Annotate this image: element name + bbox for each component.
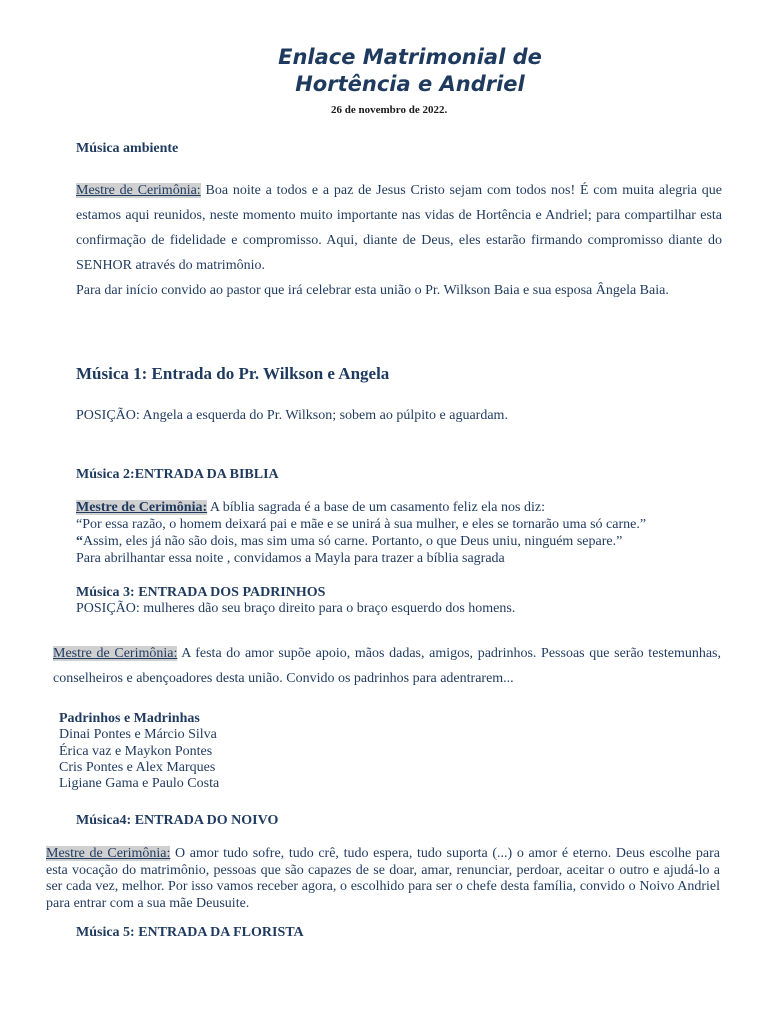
- noivo-text: O amor tudo sofre, tudo crê, tudo espera, tudo suporta (...) o amor é eterno. Deus escolhe para esta vocação do matrimônio, pessoas que são capazes de se doar, amar, renunciar, perdoar, aceitar o outro e ajudá-lo a ser cada vez, melhor. Por isso vamos receber agora, o escolhido para ser o chefe desta família, convido o Noivo Andriel para entrar com a sua mãe Deusuite.: [46, 846, 720, 911]
- heading-musica-3: Música 3: ENTRADA DOS PADRINHOS: [76, 585, 326, 600]
- list-item: Ligiane Gama e Paulo Costa: [59, 776, 220, 792]
- list-item: Cris Pontes e Alex Marques: [59, 759, 216, 775]
- list-item: Dinai Pontes e Márcio Silva: [59, 727, 217, 743]
- heading-musica-4: Música4: ENTRADA DO NOIVO: [76, 813, 279, 828]
- paragraph-padrinhos: [53, 641, 721, 691]
- biblia-quote-2: [76, 534, 622, 550]
- intro-text: Boa noite a todos e a paz de Jesus Cristo sejam com todos nos! É com muita alegria que estamos aqui reunidos, neste momento muito importante nas vidas de Hortência e Andriel; para compartilhar esta confirmação de fidelidade e compromisso. Aqui, diante de Deus, eles estarão firmando compromisso diante do SENHOR através do matrimônio.: [76, 183, 723, 273]
- biblia-quote-1: “Por essa razão, o homem deixará pai e mãe e se unirá à sua mulher, e eles se tornarão uma só carne.”: [76, 517, 647, 532]
- list-item: Érica vaz e Maykon Pontes: [59, 743, 213, 759]
- mc-label: Mestre de Cerimônia:: [76, 500, 208, 515]
- biblia-quote-2-text: Assim, eles já não são dois, mas sim uma só carne. Portanto, o que Deus uniu, ninguém separe.”: [83, 534, 623, 549]
- document-title-line1: Enlace Matrimonial de: [278, 45, 542, 69]
- padrinhos-text: A festa do amor supõe apoio, mãos dadas, amigos, padrinhos. Pessoas que serão testemunhas, conselheiros e abençoadores desta união. Convido os padrinhos para adentrarem...: [53, 646, 722, 686]
- padrinhos-list: [59, 711, 219, 792]
- biblia-invite: Para abrilhantar essa noite , convidamos a Mayla para trazer a bíblia sagrada: [76, 551, 505, 566]
- heading-musica-ambiente: Música ambiente: [76, 141, 179, 156]
- mc-label: Mestre de Cerimônia:: [46, 846, 171, 861]
- mc-label: Mestre de Cerimônia:: [53, 646, 178, 661]
- posicao-3: POSIÇÃO: mulheres dão seu braço direito para o braço esquerdo dos homens.: [76, 601, 516, 616]
- heading-musica-5: Música 5: ENTRADA DA FLORISTA: [76, 925, 304, 940]
- quote-mark: “: [76, 534, 83, 549]
- document-date: 26 de novembro de 2022.: [331, 104, 448, 116]
- mc-label: Mestre de Cerimônia:: [76, 183, 201, 198]
- padrinhos-heading: Padrinhos e Madrinhas: [59, 711, 200, 726]
- biblia-text: A bíblia sagrada é a base de um casamento feliz ela nos diz:: [207, 500, 545, 515]
- paragraph-intro: [76, 178, 722, 303]
- heading-musica-2: Música 2:ENTRADA DA BIBLIA: [76, 467, 279, 482]
- posicao-1: POSIÇÃO: Angela a esquerda do Pr. Wilkson; sobem ao púlpito e aguardam.: [76, 408, 508, 423]
- heading-musica-1: Música 1: Entrada do Pr. Wilkson e Angela: [76, 364, 390, 383]
- document-title-line2: Hortência e Andriel: [295, 72, 525, 96]
- paragraph-noivo: [46, 846, 720, 912]
- biblia-line1: [76, 500, 545, 516]
- intro-text-2: Para dar início convido ao pastor que irá celebrar esta união o Pr. Wilkson Baia e sua esposa Ângela Baia.: [76, 283, 669, 298]
